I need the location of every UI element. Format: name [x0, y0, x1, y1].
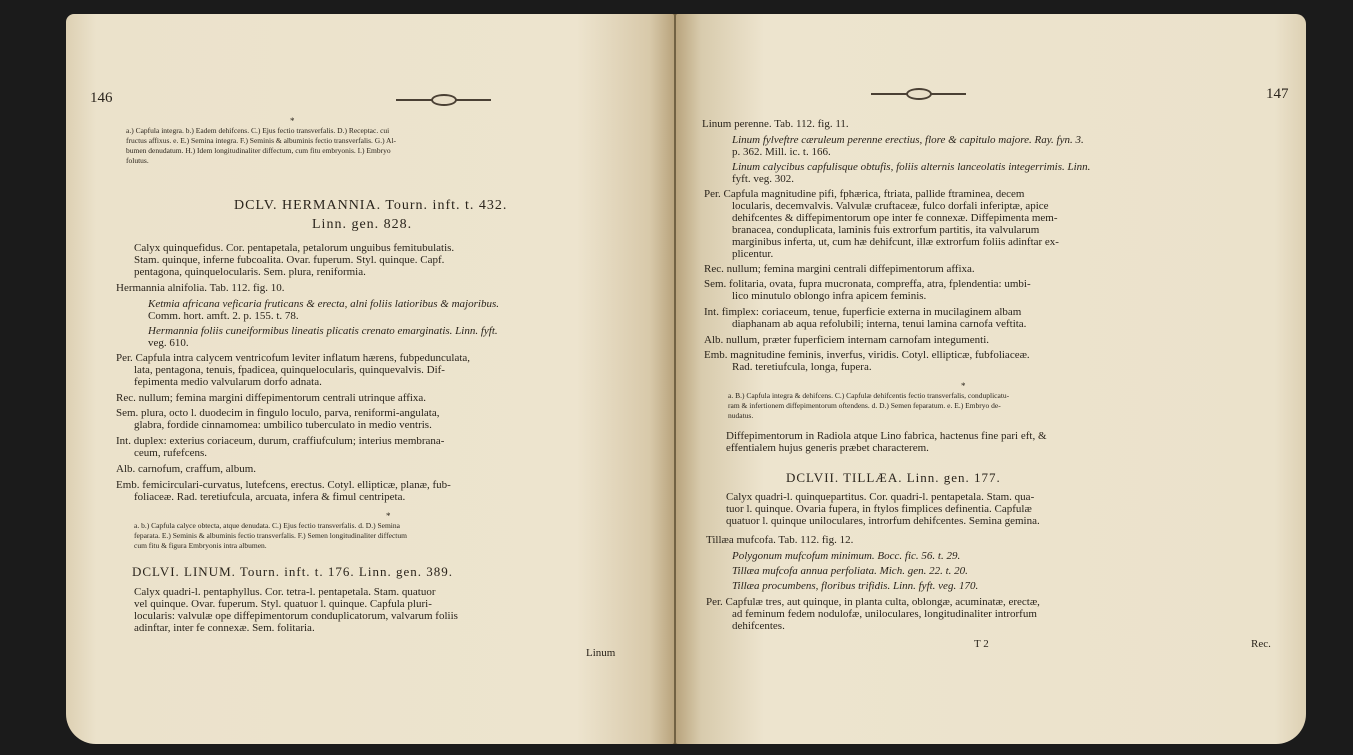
body-line: marginibus inferta, ut, cum hæ dehifcunt, illæ extrorfum foliis adinftar ex- — [732, 236, 1059, 248]
caption-line: a. b.) Capfula calyce obtecta, atque denudata. C.) Ejus fectio transverfalis. d. D.) Semina — [134, 521, 400, 530]
body-line: Per. Capfula intra calycem ventricofum leviter inflatum hærens, fubpedunculata, — [116, 352, 471, 364]
catchword: Rec. — [1251, 638, 1271, 650]
genus-heading-linn: Linn. gen. 828. — [312, 217, 413, 232]
body-line: Rad. teretiufcula, longa, fupera. — [732, 361, 872, 373]
body-line: dehifcentes. — [732, 620, 785, 632]
body-line: Hermannia foliis cuneiformibus lineatis plicatis crenato emarginatis. Linn. fyft. — [148, 325, 498, 337]
body-line: branacea, conduplicata, laminis fuis extrorfum partitis, ita valvularum — [732, 224, 1040, 236]
body-line: Polygonum mufcofum minimum. Bocc. fic. 56. t. 29. — [732, 550, 961, 562]
body-line: Sem. folitaria, ovata, fupra mucronata, compreffa, atra, fplendentia: umbi- — [704, 278, 1031, 290]
body-line: quatuor l. quinque uniloculares, introrfum dehifcentes. Semina gemina. — [726, 515, 1040, 527]
body-line: plicentur. — [732, 248, 774, 260]
caption-line: a.) Capfula integra. b.) Eadem dehifcens. C.) Ejus fectio transverfalis. D.) Receptac. cui — [126, 126, 390, 135]
body-line: dehifcentes & diffepimentorum ope inter fe connexæ. Diffepimenta mem- — [732, 212, 1058, 224]
species-line: Linum perenne. Tab. 112. fig. 11. — [702, 118, 849, 130]
body-line: Calyx quadri-l. pentaphyllus. Cor. tetra-l. pentapetala. Stam. quatuor — [134, 586, 436, 598]
body-line: Int. duplex: exterius coriaceum, durum, craffiufculum; interius membrana- — [116, 435, 445, 447]
body-line: veg. 610. — [148, 337, 189, 349]
right-page — [676, 14, 1306, 744]
caption-line: bumen denudatum. H.) Idem longitudinaliter diffectum, cum fitu embryonis. I.) Embryo — [126, 146, 391, 155]
caption-line: nudatus. — [728, 411, 754, 420]
body-line: Per. Capfulæ tres, aut quinque, in planta culta, oblongæ, acuminatæ, erectæ, — [706, 596, 1040, 608]
body-line: Calyx quadri-l. quinquepartitus. Cor. quadri-l. pentapetala. Stam. qua- — [726, 491, 1035, 503]
body-line: Alb. nullum, præter fuperficiem internam carnofam integumenti. — [704, 334, 989, 346]
caption-line: cum fitu & figura Embryonis intra albumen. — [134, 541, 267, 550]
body-line: lico minutulo oblongo infra apicem feminis. — [732, 290, 927, 302]
body-line: Linum calycibus capfulisque obtufis, foliis alternis lanceolatis integerrimis. Linn. — [732, 161, 1091, 173]
page-number: 147 — [1266, 86, 1289, 102]
caption-line: fructus affixus. e. E.) Semina integra. F.) Seminis & albuminis fectio transverfalis. G.) Al- — [126, 136, 397, 145]
body-line: glabra, fordide cinnamomea: umbilico tuberculato in medio ventris. — [134, 419, 432, 431]
caption-star: * — [386, 511, 391, 521]
body-line: fyft. veg. 302. — [732, 173, 795, 185]
catchword: Linum — [586, 647, 616, 659]
body-line: tuor l. quinque. Ovaria fupera, in ftylos fimplices definentia. Capfulæ — [726, 503, 1032, 515]
body-line: Ketmia africana veficaria fruticans & erecta, alni foliis latioribus & majoribus. — [148, 298, 499, 310]
caption-star: * — [961, 381, 966, 391]
page-number: 146 — [90, 90, 113, 106]
genus-heading: DCLV. HERMANNIA. Tourn. inft. t. 432. — [234, 198, 508, 213]
body-line: Diffepimentorum in Radiola atque Lino fabrica, hactenus fine pari eft, & — [726, 430, 1047, 442]
header-ornament — [396, 94, 491, 106]
body-line: Tillæa procumbens, floribus trifidis. Linn. fyft. veg. 170. — [732, 580, 979, 592]
caption-line: feparata. E.) Seminis & albuminis fectio transverfalis. F.) Semen longitudinaliter diffectum — [134, 531, 407, 540]
body-line: foliaceæ. Rad. teretiufcula, arcuata, infera & fimul centripeta. — [134, 491, 406, 503]
body-line: Calyx quinquefidus. Cor. pentapetala, petalorum unguibus femitubulatis. — [134, 242, 455, 254]
body-line: ad feminum fedem nodulofæ, uniloculares, longitudinaliter introrfum — [732, 608, 1037, 620]
body-line: Comm. hort. amft. 2. p. 155. t. 78. — [148, 310, 299, 322]
body-line: Rec. nullum; femina margini centrali diffepimentorum affixa. — [704, 263, 975, 275]
caption-line: a. B.) Capfula integra & dehifcens. C.) Capfulæ dehifcentis fectio transverfalis, conduplicatu- — [728, 391, 1010, 400]
caption-line: ram & infertionem diffepimentorum oftendens. d. D.) Semen feparatum. e. E.) Embryo de- — [728, 401, 1001, 410]
body-line: Tillæa mufcofa annua perfoliata. Mich. gen. 22. t. 20. — [732, 565, 968, 577]
body-line: Alb. carnofum, craffum, album. — [116, 463, 257, 475]
species-line: Tillæa mufcofa. Tab. 112. fig. 12. — [706, 534, 854, 546]
genus-heading: DCLVII. TILLÆA. Linn. gen. 177. — [786, 470, 1001, 485]
body-line: Stam. quinque, inferne fubcoalita. Ovar. fuperum. Styl. quinque. Capf. — [134, 254, 445, 266]
caption-line: folutus. — [126, 156, 149, 165]
body-line: adinftar, inter fe connexæ. Sem. folitaria. — [134, 622, 315, 634]
body-line: effentialem hujus generis præbet characterem. — [726, 442, 929, 454]
body-line: locularis, decemvalvis. Valvulæ cruftaceæ, fulco dorfali inferiptæ, apice — [732, 200, 1049, 212]
caption-star: * — [290, 116, 295, 126]
body-line: lata, pentagona, tenuis, fpadicea, quinquelocularis, quinquevalvis. Dif- — [134, 364, 445, 376]
body-line: fepimenta medio valvularum dorfo adnata. — [134, 376, 322, 388]
body-line: Linum fylveftre cæruleum perenne erectius, flore & capitulo majore. Ray. fyn. 3. — [732, 134, 1084, 146]
left-page — [66, 14, 674, 744]
body-line: locularis: valvulæ ope diffepimentorum conduplicatorum, valvarum foliis — [134, 610, 458, 622]
body-line: p. 362. Mill. ic. t. 166. — [732, 146, 831, 158]
species-line: Hermannia alnifolia. Tab. 112. fig. 10. — [116, 282, 285, 294]
signature-mark: T 2 — [974, 638, 989, 650]
body-line: vel quinque. Ovar. fuperum. Styl. quatuor l. quinque. Capfula pluri- — [134, 598, 432, 610]
body-line: Emb. femicirculari-curvatus, lutefcens, erectus. Cotyl. ellipticæ, planæ, fub- — [116, 479, 451, 491]
genus-heading: DCLVI. LINUM. Tourn. inft. t. 176. Linn. gen. 389. — [132, 564, 453, 579]
body-line: Rec. nullum; femina margini diffepimentorum centrali utrinque affixa. — [116, 392, 427, 404]
body-line: Per. Capfula magnitudine pifi, fphærica, ftriata, pallide ftraminea, decem — [704, 188, 1025, 200]
body-line: Sem. plura, octo l. duodecim in fingulo loculo, parva, reniformi-angulata, — [116, 407, 440, 419]
header-ornament — [871, 88, 966, 100]
body-line: Emb. magnitudine feminis, inverfus, viridis. Cotyl. ellipticæ, fubfoliaceæ. — [704, 349, 1030, 361]
body-line: ceum, rufefcens. — [134, 447, 207, 459]
body-line: Int. fimplex: coriaceum, tenue, fuperficie externa in mucilaginem albam — [704, 306, 1022, 318]
body-line: pentagona, quinquelocularis. Sem. plura, reniformia. — [134, 266, 366, 278]
body-line: diaphanam ab aqua refolubili; interna, tenui lamina carnofa veftita. — [732, 318, 1027, 330]
